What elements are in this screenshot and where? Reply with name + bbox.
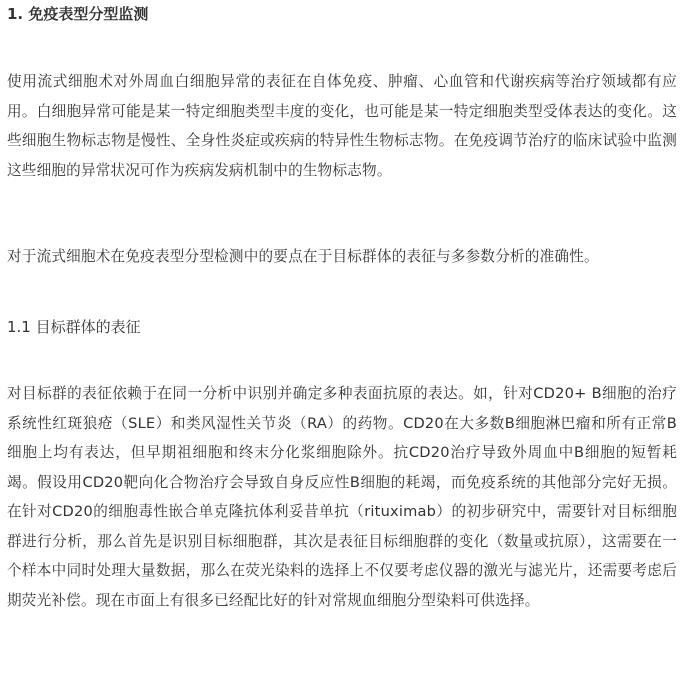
key-points-paragraph: 对于流式细胞术在免疫表型分型检测中的要点在于目标群体的表征与多参数分析的准确性。 [7,248,599,265]
target-population-paragraph: 对目标群的表征依赖于在同一分析中识别并确定多种表面抗原的表达。如，针对CD20+ B细胞的治疗系统性红斑狼疮（SLE）和类风湿性关节炎（RA）的药物。CD20在大多数B细胞淋巴瘤和所有正常B细胞上均有表达，但早期祖细胞和终末分化浆细胞除外。抗CD20治疗导致外周血中B细胞的短暂耗竭。假设用CD20靶向化合物治疗会导致自身反应性B细胞的耗竭，而免疫系统的其他部分完好无损。在针对CD20的细胞毒性嵌合单克隆抗体利妥昔单抗（rituximab）的初步研究中，需要针对目标细胞群进行分析，那么首先是识别目标细胞群，其次是表征目标细胞群的变化（数量或抗原），这需要在一个样本中同时处理大量数据，那么在荧光染料的选择上不仅要考虑仪器的激光与滤光片，还需要考虑后期荧光补偿。现在市面上有很多已经配比好的针对常规血细胞分型染料可供选择。 [7,385,677,609]
section-heading: 1. 免疫表型分型监测 [7,5,149,23]
intro-paragraph: 使用流式细胞术对外周血白细胞异常的表征在自体免疫、肿瘤、心血管和代谢疾病等治疗领域都有应用。白细胞异常可能是某一特定细胞类型丰度的变化，也可能是某一特定细胞类型受体表达的变化。这些细胞生物标志物是慢性、全身性炎症或疾病的特异性生物标志物。在免疫调节治疗的临床试验中监测这些细胞的异常状况可作为疾病发病机制中的生物标志物。 [7,73,677,179]
subsection-heading: 1.1 目标群体的表征 [7,318,141,336]
